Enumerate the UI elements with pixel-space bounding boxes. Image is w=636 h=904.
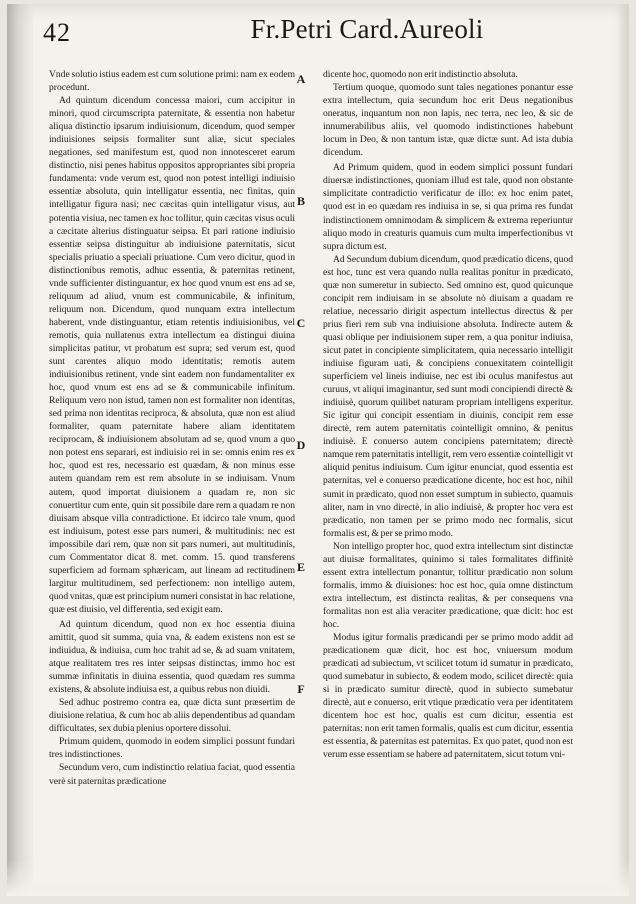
- paragraph: Vnde solutio istius eadem est cum solutione primi: nam ex eodem procedunt.: [49, 69, 295, 94]
- margin-letter-d: D: [296, 438, 306, 452]
- right-column: [323, 68, 573, 858]
- book-page: [7, 4, 629, 896]
- paragraph: Ad Primum quidem, quod in eodem simplici possunt fundari diuersæ indistinctiones, quoniam illud est tale, quod non obstante simplicitate contradictio verificatur de illo: ex hoc enim patet, quod est in eo quædam res indiuisa in se, si qua prima res fundat indistinctionem omnimodam & simplicem & extrema reperiuntur aliquo modo in creaturis quamuis cum multa imperfectionibus vt supra dictum est.: [323, 162, 573, 252]
- margin-letter-b: B: [296, 194, 305, 208]
- paragraph: dicente hoc, quomodo non erit indistinctio absoluta.: [323, 69, 518, 80]
- paragraph: Tertium quoque, quomodo sunt tales negationes ponantur esse extra intellectum, quia secundum hoc erit Deus negationibus oneratus, inquantum non non lapis, nec terra, nec leo, & sic de innumerabilibus aliis, vel quomodo indistinctiones habebunt locum in Deo, & non tantum istæ, quæ dictæ sunt. Ad ista dubia dicendum.: [323, 82, 573, 159]
- running-head: Fr.Petri Card.Aureoli: [250, 14, 484, 44]
- margin-letter-c: C: [296, 316, 306, 330]
- paragraph: Primum quidem, quomodo in eodem simplici possunt fundari tres indistinctiones.: [49, 736, 295, 761]
- paragraph: Secundum vero, cum indistinctio relatiua faciat, quod essentia verè sit paternitas prædicatione: [49, 762, 295, 787]
- margin-letter-e: E: [296, 560, 305, 574]
- paragraph: Modus igitur formalis prædicandi per se primo modo addit ad prædicationem quæ dicit, hoc est hoc, vniuersum modum prædicati ad subiectum, vt scilicet totum id sumatur in prædicato, quod sumebatur in subiecto, & eodem modo, scilicet directè: quia si in prædicato sumitur directè, quod in subiecto sumebatur directè, aut e conuerso, erit vtique prædicatio vera per identitatem dicentem hoc est hoc, qualis est cum dicitur, essentia est paternitas: non erit tamen formalis, qualis est cum dicitur, essentia est essentia, & paternitas est paternitas. Ex quo patet, quod non est verum esse essentiam se habere ad paternitatem, sicut totum vni-: [323, 632, 573, 761]
- paragraph: Ad Secundum dubium dicendum, quod prædicatio dicens, quod est hoc, tunc est vera quando nulla realitas ponitur in prædicato, quæ non sumeretur in subiecto. Sed omnino est, quod quicunque concipit rem indiuisam in se absolute nò diuisam a quadam re relatiue, necessario dirigit aspectum intellectus directus & per prius fieri rem sub vna indiuisione absoluta. Indirecte autem & quasi oblique per indiuisionem super rem, a qua ponitur indiuisa, sicut patet in concipiente simplicitatem, quia necessario intelligit indiuise figuram uati, & concipiens conuexitatem cointelligit superficiem vel lineis indiuise, nec est ibi oculus manifestus aut curuus, vt aliqui imaginantur, sed sunt modi concipiendi directè & indiuisè, quorum quilibet naturam propriam intelligens experitur. Sic igitur qui concipit essentiam in diuinis, concipit rem esse directè, rem autem paternitatis cointelligit omnino, & penitus indiuisè. E conuerso autem concipiens paternitatem; directè namque rem paternitatis intelligit, rem vero essentiæ cointelligit vt aliquid penitus indiuisum. Cum igitur enunciat, quod essentia est paternitas, vel e conuerso prædicatione dicente, hoc est hoc, nihil sumit in prædicato, quod non esset sumptum in subiecto, quamuis aliter, nam in vno directè, in alio indiuisè, & propter hoc vera est prædicatio, non tamen per se primo modo nec formalis, sicut formalis est, & per se primo modo.: [323, 253, 573, 539]
- page-number: 42: [43, 18, 71, 47]
- left-column: [49, 68, 295, 858]
- paragraph: Ad quintum dicendum, quod non ex hoc essentia diuina amittit, quod sit summa, quia vna, & eadem existens non est se indiuidua, & indiuisa, cum hoc trahit ad se, & ad suam vnitatem, atque realitatem tres res inter seipsas distinctas, immo hoc est summæ infinitatis in diuina essentia, quod quædam res summa existens, & absolute indiuisa est, a quibus rebus non diuidi.: [49, 618, 295, 696]
- paragraph: Ad quintum dicendum concessa maiori, cum accipitur in minori, quod circumscripta paternitate, & essentia non habetur aliqua distinctio ipsarum indiuisionum, dicendum, quod semper indiuisiones seipsis formaliter sunt aliæ, sicut speciales negationes, sed manifestum est, quod non innotesceret earum distinctio, nisi penes habitus oppositos appropriantes sibi propria fundamenta: vnde verum est, quod non potest intelligi indiuisio essentiæ absoluta, quin intelligatur essentia, nec finitas, quin intelligatur figura nasi; nec cæcitas quin intelligatur visus, aut potentia visiua, nec tamen ex hoc tollitur, quin cæcitas visus oculi a cæcitate alterius distinguatur seipsa. Et pari ratione indiuisio essentiæ seipsa distinguitur ab indiuisione paternitatis, sicut specialis priuatio a speciali priuatione. Cum vero dicitur, quod in distinctionibus remotis, adhuc essentia, & paternitas retinent, vnde sufficienter distinguantur, ex hoc quod vnum est ens ad se, reliquum ad aliud, vnum est communicabile, & infinitum, reliquum non. Dicendum, quod nunquam extra intellectum haberent, vnde distinguantur, etiam retentis indiuisionibus, vel remotis, quia nullatenus extra intellectum ea distingui diuina simplicitas patitur, vt probatum est supra; sed verum est, quod sunt carentes aliquo modo identitatis; remotis autem indiuisionibus retinent, vnde sint eadem non fundamentaliter ex hoc, quod vnum est ens ad se & communicabile infinitum. Reliquum vero non istud, tamen non est formaliter non identitas, sed prima non identitas reciproca, & absoluta, quæ non est aliud formaliter, quam paternitate habere aliam identitatem reciprocam, & indiuisionem absolutam ad se, quod vnum a quo non potest ens separari, est indiuisio rei in se: omnis enim res ex hoc, quod est res, necessario est quædam, & non minus esse autem quandam rem est rem absolute in se indiuisam. Vnum autem, quod importat diuisionem a quadam re, non sic conuertitur cum ente, quin sit possibile dare rem a quadam re non diuisam absque villa contradictione. Et idcirco tale vnum, quod est indiuisum, potest esse pars numeri, & multitudinis: nec est impossibile dari rem, quæ non sit pars numeri, aut multitudinis, cum Commentator dicat 8. met. comm. 15. quod transferens superficiem ad formam sphæricam, aut lineam ad rectitudinem largitur multitudinem, sed perfectionem: non intelligo autem, quod vnitas, quæ est principium numeri consistat in hac relatione, quæ est diuisio, vel differentia, sed exigit eam.: [49, 95, 295, 615]
- paragraph: Non intelligo propter hoc, quod extra intellectum sint distinctæ aut diuisæ formalitates, quinimo si tales formalitates diffinitè essent extra intellectum ponantur, tollitur prædicatio non solum formalis, immo & diuisiones: hoc est hoc, quia omne distinctum extra intellectum, est distincta realitas, & per consequens vna formalitas non est alia veraciter prædicatione, quæ dicit: hoc est hoc.: [323, 540, 573, 630]
- page-edge: [617, 4, 629, 896]
- margin-letter-a: A: [296, 72, 306, 86]
- binding-gutter-shadow: [7, 4, 33, 896]
- paragraph: Sed adhuc postremo contra ea, quæ dicta sunt præsertim de diuisione relatiua, & cum hoc ab aliis dependentibus ad quandam difficultates, sex dubia plenius oportere dissolui.: [49, 697, 295, 735]
- bottom-margin: [7, 860, 629, 896]
- margin-letter-f: F: [297, 682, 305, 696]
